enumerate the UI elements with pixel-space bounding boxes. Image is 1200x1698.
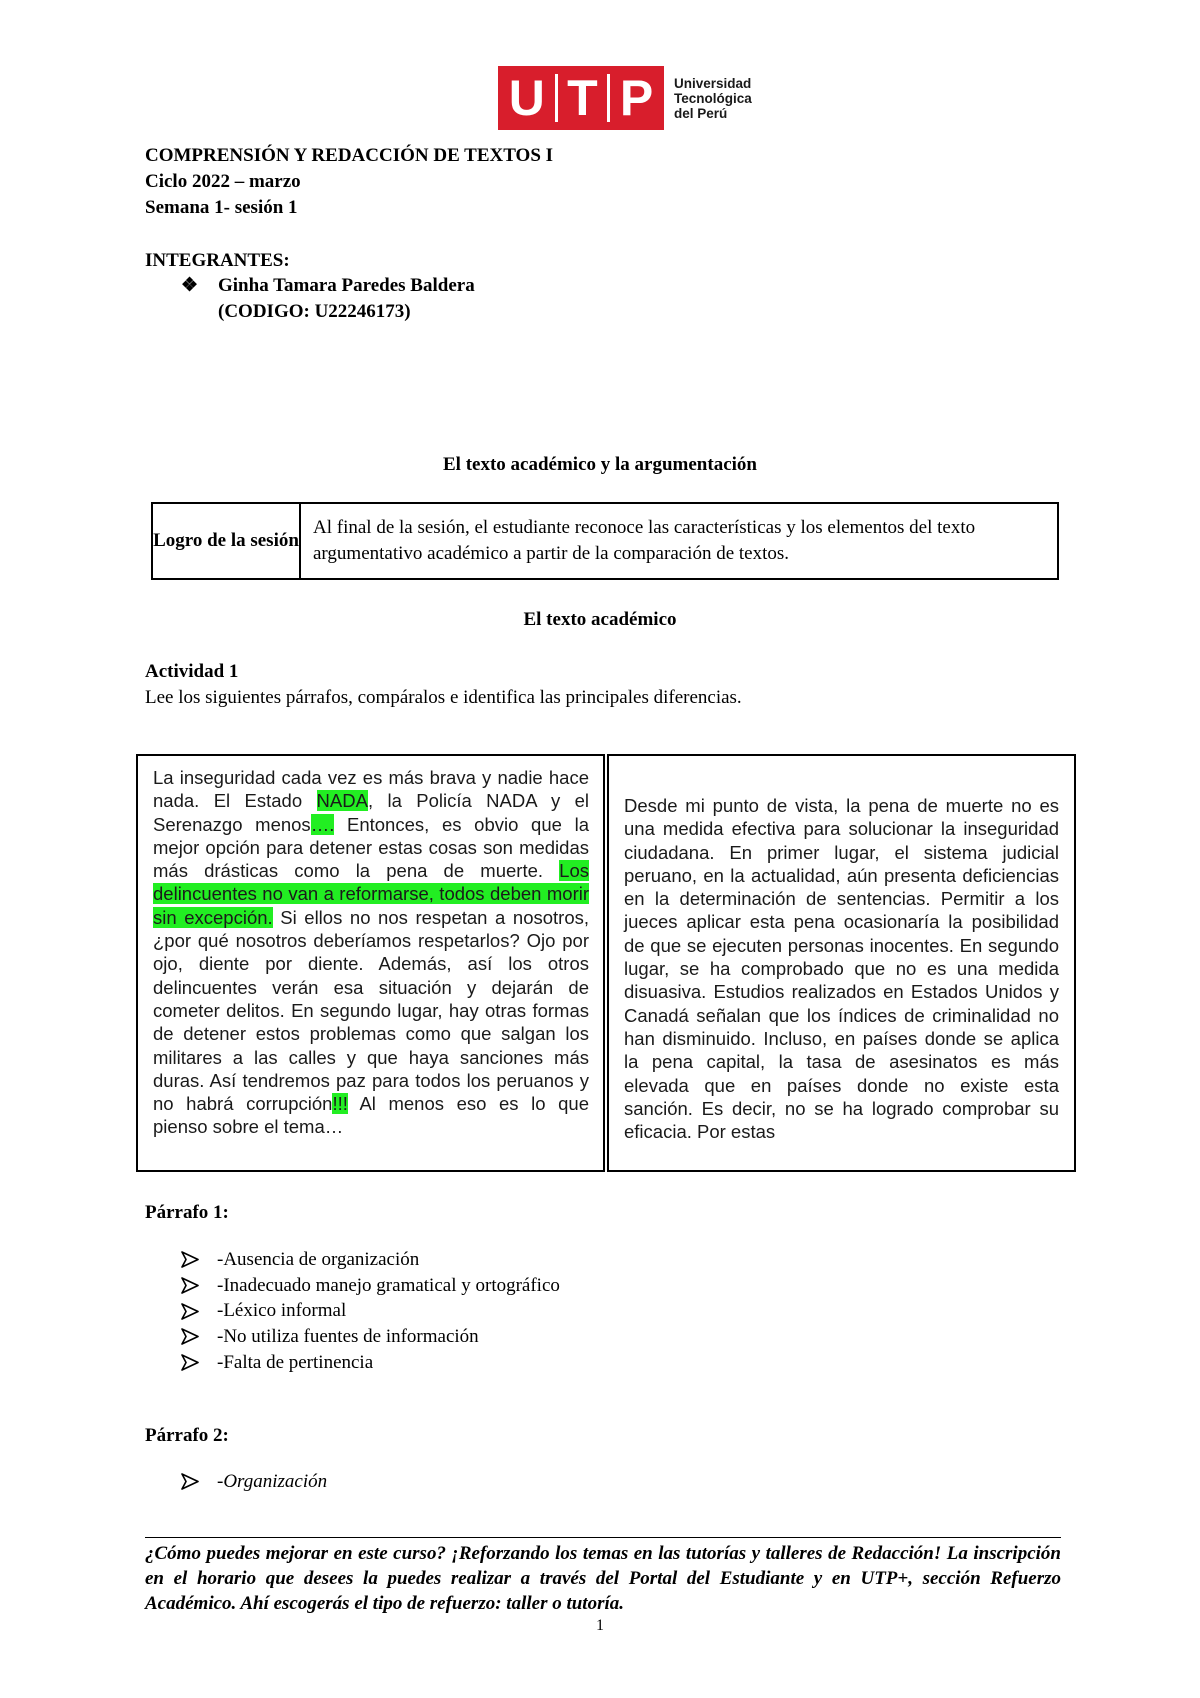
highlighted-text: NADA (316, 790, 368, 812)
cycle-line: Ciclo 2022 – marzo (145, 171, 301, 192)
list-item-text: -Ausencia de organización (217, 1249, 420, 1270)
list-item (181, 1350, 560, 1376)
course-title: COMPRENSIÓN Y REDACCIÓN DE TEXTOS I (145, 145, 554, 166)
arrow-bullet-icon (181, 1277, 199, 1294)
logro-text: Al final de la sesión, el estudiante reconoce las características y los elementos del texto argumentativo académico a partir de la comparación de textos. (313, 517, 976, 564)
list-item-text: -Léxico informal (217, 1300, 347, 1322)
main-title: El texto académico y la argumentación (443, 454, 757, 475)
page-number: 1 (596, 1617, 604, 1634)
footer-divider (145, 1537, 1061, 1538)
arrow-bullet-icon (181, 1473, 199, 1490)
parrafo2-title: Párrafo 2: (145, 1425, 229, 1446)
logo-letter-u: U (508, 70, 545, 126)
activity-instruction: Lee los siguientes párrafos, compáralos e identifica las principales diferencias. (145, 687, 742, 708)
paragraph-text: Entonces, es obvio que la mejor opción para detener estas cosas son medidas más drásticas como la pena de muerte. (153, 813, 589, 882)
paragraph-text: , la Policía NADA y el Serenazgo menos (153, 790, 589, 835)
list-item (181, 1247, 560, 1273)
parrafo1-title: Párrafo 1: (145, 1202, 229, 1223)
logo-line: del Perú (674, 105, 728, 121)
section-title: El texto académico (523, 609, 677, 630)
paragraph-text: Desde mi punto de vista, la pena de muerte no es una medida efectiva para solucionar la inseguridad ciudadana. En primer lugar, el sistema judicial peruano, en la actualidad, aún presenta deficiencias en la determinación de sentencias. Permitir a los jueces aplicar esta pena ocasionaría la posibilidad de que se ejecuten personas inocentes. En segundo lugar, se ha comprobado que no es una medida disuasiva. Estudios realizados en Estados Unidos y Canadá señalan que los índices de criminalidad no han disminuido. Incluso, en países donde se aplica la pena capital, la tasa de asesinatos es más elevada que en países donde no existe esta sanción. Es decir, no se ha logrado comprobar su eficacia. Por estas (624, 795, 1059, 1143)
logo-separator (607, 74, 610, 122)
list-item-text: -Inadecuado manejo gramatical y ortográfico (217, 1274, 560, 1296)
list-item (181, 1324, 560, 1350)
list-item-text: -No utiliza fuentes de información (217, 1326, 479, 1348)
arrow-bullet-icon (181, 1251, 199, 1268)
member-code: (CODIGO: U22246173) (218, 301, 411, 322)
paragraph-text: La inseguridad cada vez es más brava y nadie hace nada. El Estado (153, 767, 589, 812)
member-bullet-icon: ❖ (181, 275, 199, 296)
parrafo1-list (181, 1247, 560, 1375)
paragraph-text: Al menos eso es lo que pienso sobre el tema… (153, 1093, 589, 1138)
arrow-bullet-icon (181, 1328, 199, 1345)
logo-wordmark (674, 76, 752, 121)
paragraph-text: Si ellos no nos respetan a nosotros, ¿por qué nosotros deberíamos respetarlos? Ojo por ojo, diente por diente. Además, así los otros delincuentes verán esa situación y dejarán de cometer delitos. En segundo lugar, hay otras formas de detener estos problemas como que salgan los militares a las calles y que haya sanciones más duras. Así tendremos paz para todos los peruanos y no habrá corrupción (153, 906, 589, 1115)
week-line: Semana 1- sesión 1 (145, 197, 298, 218)
utp-logo (498, 66, 752, 130)
highlighted-text: Los delincuentes no van a reformarse, todos deben morir sin excepción. (153, 860, 589, 928)
highlighted-text: …. (310, 813, 335, 835)
highlighted-text: !!! (332, 1093, 348, 1115)
parrafo2-list (181, 1469, 327, 1495)
members-label: INTEGRANTES: (145, 250, 290, 271)
list-item-text: -Organización (217, 1471, 328, 1492)
logo-mark (498, 66, 664, 130)
activity-title: Actividad 1 (145, 661, 239, 682)
list-item (181, 1469, 327, 1495)
logo-line: Tecnológica (674, 90, 752, 106)
logro-label: Logro de la sesión (153, 504, 301, 578)
paragraph-box-right (607, 754, 1076, 1172)
arrow-bullet-icon (181, 1303, 199, 1320)
logo-letter-p: P (619, 70, 654, 126)
list-item (181, 1273, 560, 1299)
footer-note: ¿Cómo puedes mejorar en este curso? ¡Reforzando los temas en las tutorías y talleres de Redacción! La inscripción en el horario que desees la puedes realizar a través del Portal del Estudiante y en UTP+, sección Refuerzo Académico. Ahí escogerás el tipo de refuerzo: taller o tutoría. (145, 1543, 1061, 1614)
arrow-bullet-icon (181, 1354, 199, 1371)
member-name: Ginha Tamara Paredes Baldera (218, 275, 475, 296)
logro-table (151, 502, 1059, 580)
paragraph-box-left (136, 754, 605, 1172)
list-item (181, 1298, 560, 1324)
logo-separator (555, 74, 558, 122)
list-item-text: -Falta de pertinencia (217, 1351, 374, 1373)
logo-letter-t: T (567, 70, 598, 126)
logo-line: Universidad (674, 75, 752, 91)
